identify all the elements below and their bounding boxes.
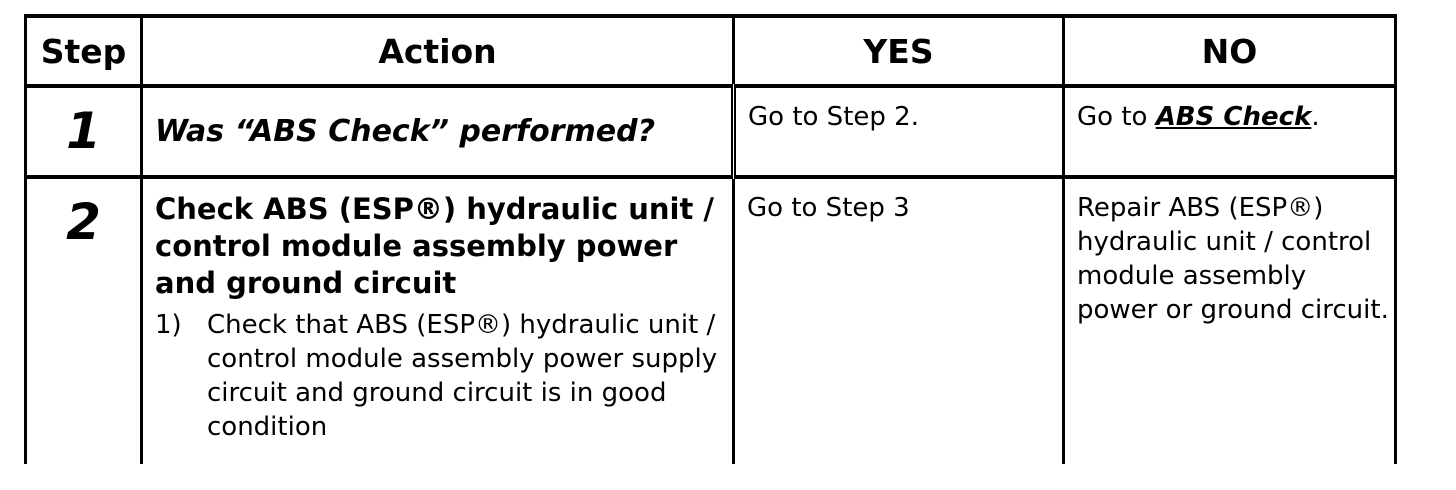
yes-text: Go to Step 3 bbox=[747, 193, 910, 223]
action-cell bbox=[142, 86, 734, 177]
no-prefix: Go to bbox=[1077, 102, 1156, 132]
diagnostic-table bbox=[24, 14, 1397, 464]
sub-step-text: Check that ABS (ESP®) hydraulic unit / control module assembly power supply circuit and ground circuit is in good condition bbox=[207, 310, 718, 442]
list-item bbox=[155, 308, 732, 444]
header-step: Step bbox=[26, 16, 142, 86]
header-no: NO bbox=[1064, 16, 1396, 86]
header-row bbox=[26, 16, 1396, 86]
sub-step-list bbox=[155, 308, 732, 444]
yes-text: Go to Step 2. bbox=[748, 102, 919, 132]
no-cell bbox=[1064, 177, 1396, 464]
step-number: 2 bbox=[66, 193, 101, 251]
action-title: Check ABS (ESP®) hydraulic unit / control module assembly power and ground circuit bbox=[155, 192, 715, 300]
yes-cell bbox=[734, 86, 1064, 177]
action-cell bbox=[142, 177, 734, 464]
header-action: Action bbox=[142, 16, 734, 86]
yes-cell bbox=[734, 177, 1064, 464]
table-row bbox=[26, 86, 1396, 177]
step-cell bbox=[26, 177, 142, 464]
no-text: Repair ABS (ESP®) hydraulic unit / control module assembly power or ground circuit. bbox=[1077, 193, 1389, 325]
header-yes: YES bbox=[734, 16, 1064, 86]
abs-check-link[interactable]: ABS Check bbox=[1155, 102, 1312, 132]
table-row bbox=[26, 177, 1396, 464]
no-suffix: . bbox=[1311, 102, 1320, 132]
step-number: 1 bbox=[66, 102, 101, 160]
step-cell bbox=[26, 86, 142, 177]
action-question: Was “ABS Check” performed? bbox=[155, 114, 655, 149]
no-cell bbox=[1064, 86, 1396, 177]
no-text bbox=[1065, 88, 1394, 134]
sub-step-number: 1) bbox=[155, 310, 182, 340]
